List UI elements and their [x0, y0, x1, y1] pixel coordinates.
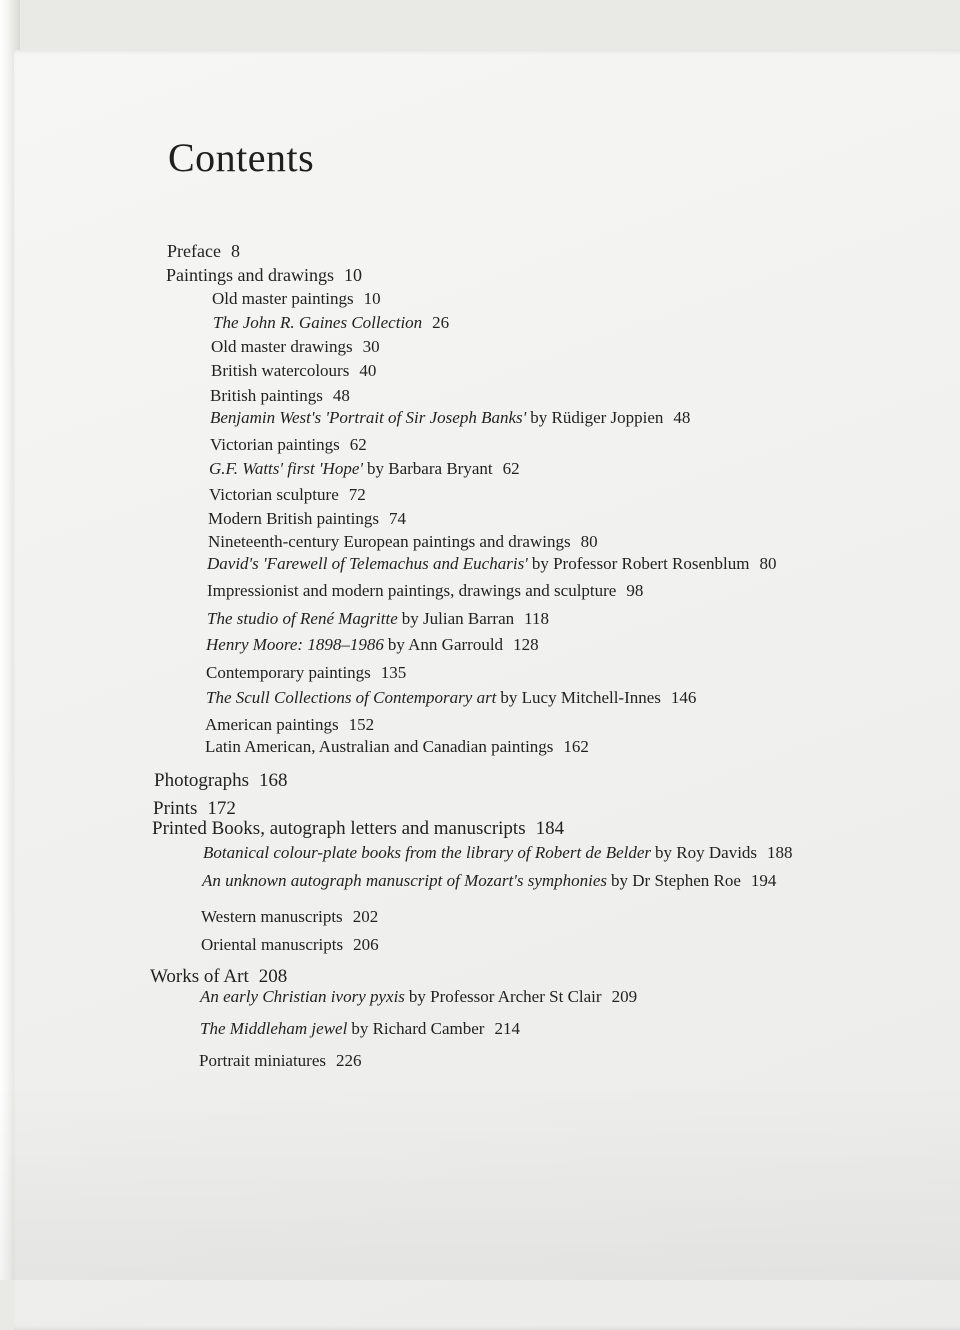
toc-entry — [206, 634, 539, 656]
page-title: Contents — [168, 135, 315, 180]
entry-title: An early Christian ivory pyxis — [200, 987, 405, 1006]
toc-entry — [207, 580, 643, 602]
entry-page: 162 — [563, 737, 589, 756]
entry-page: 8 — [230, 241, 240, 261]
entry-author: by Richard Camber — [351, 1019, 485, 1038]
entry-page: 80 — [580, 532, 598, 551]
toc-entry — [201, 934, 379, 956]
entry-title: The Middleham jewel — [200, 1019, 348, 1038]
entry-title: Western manuscripts — [201, 907, 343, 926]
entry-page: 80 — [759, 554, 777, 573]
toc-entry — [202, 870, 776, 892]
toc-entry — [205, 714, 374, 736]
entry-page: 152 — [348, 715, 375, 734]
entry-author: by Dr Stephen Roe — [611, 871, 741, 890]
entry-title: Impressionist and modern paintings, drawings and sculpture — [207, 581, 617, 600]
entry-title: Works of Art — [150, 966, 249, 987]
entry-author: by Professor Archer St Clair — [408, 987, 602, 1006]
entry-page: 206 — [353, 935, 379, 954]
toc-entry — [208, 531, 598, 553]
entry-title: G.F. Watts' first 'Hope' — [209, 459, 364, 478]
toc-entry — [210, 407, 690, 429]
entry-page: 146 — [670, 688, 697, 707]
entry-title: Victorian sculpture — [209, 485, 339, 504]
entry-page: 72 — [348, 485, 366, 504]
toc-entry — [199, 1050, 362, 1072]
entry-title: Oriental manuscripts — [201, 935, 344, 954]
entry-title: Photographs — [154, 770, 249, 791]
toc-entry — [211, 336, 380, 358]
entry-page: 172 — [207, 798, 236, 819]
entry-page: 40 — [359, 361, 377, 380]
entry-title: Nineteenth-century European paintings and drawings — [208, 532, 571, 551]
toc-entry — [205, 736, 589, 758]
entry-page: 48 — [332, 386, 350, 405]
toc-entry — [208, 508, 406, 530]
entry-page: 188 — [767, 843, 793, 862]
entry-page: 208 — [258, 966, 288, 987]
entry-author: by Lucy Mitchell-Innes — [500, 688, 661, 707]
entry-page: 135 — [380, 663, 407, 682]
entry-title: Old master paintings — [212, 289, 354, 308]
toc-entry — [167, 240, 240, 262]
entry-page: 226 — [336, 1051, 362, 1070]
toc-entry — [207, 553, 777, 575]
entry-title: The studio of René Magritte — [207, 609, 398, 628]
toc-entry — [209, 484, 366, 506]
entry-author: by Ann Garrould — [387, 635, 504, 654]
entry-page: 214 — [494, 1019, 520, 1038]
entry-title: Paintings and drawings — [166, 265, 334, 285]
entry-title: Latin American, Australian and Canadian paintings — [205, 737, 554, 756]
entry-title: Henry Moore: 1898–1986 — [206, 635, 384, 654]
entry-author: by Barbara Bryant — [367, 459, 493, 478]
entry-page: 10 — [363, 289, 381, 308]
toc-entry — [210, 434, 367, 456]
entry-title: Contemporary paintings — [206, 663, 371, 682]
entry-title: American paintings — [205, 715, 339, 734]
toc-entry — [200, 986, 637, 1008]
toc-entry — [211, 360, 376, 382]
entry-author: by Roy Davids — [655, 843, 758, 862]
entry-title: Victorian paintings — [210, 435, 340, 454]
toc-entry — [154, 770, 288, 792]
toc-entry — [209, 458, 520, 480]
toc-entry — [206, 662, 406, 684]
entry-page: 48 — [673, 408, 691, 427]
entry-page: 168 — [259, 770, 288, 791]
entry-title: Botanical colour-plate books from the library of Robert de Belder — [203, 843, 652, 862]
entry-author: by Julian Barran — [401, 609, 515, 628]
entry-title: British watercolours — [211, 361, 350, 380]
entry-page: 118 — [524, 609, 549, 628]
toc-entry — [213, 312, 449, 334]
toc-entry — [210, 385, 350, 407]
entry-page: 194 — [750, 871, 777, 890]
entry-title: An unknown autograph manuscript of Mozart's symphonies — [202, 871, 608, 890]
entry-author: by Professor Robert Rosenblum — [531, 554, 750, 573]
entry-page: 74 — [388, 509, 406, 528]
entry-title: British paintings — [210, 386, 323, 405]
entry-page: 202 — [352, 907, 379, 926]
entry-page: 184 — [535, 818, 565, 839]
entry-title: Benjamin West's 'Portrait of Sir Joseph Banks' — [210, 408, 527, 427]
toc-entry — [200, 1018, 520, 1040]
entry-title: Modern British paintings — [208, 509, 379, 528]
toc-entry — [207, 608, 549, 630]
entry-title: The Scull Collections of Contemporary art — [206, 688, 497, 707]
entry-title: Old master drawings — [211, 337, 353, 356]
entry-page: 10 — [344, 265, 362, 285]
entry-page: 26 — [432, 313, 450, 332]
toc-entry — [203, 842, 793, 864]
toc-entry — [150, 966, 287, 988]
toc-entry — [152, 818, 564, 840]
toc-entry — [153, 798, 236, 820]
toc-entry — [206, 687, 696, 709]
entry-author: by Rüdiger Joppien — [530, 408, 664, 427]
entry-title: Portrait miniatures — [199, 1051, 327, 1070]
entry-title: Preface — [167, 241, 221, 261]
entry-page: 62 — [502, 459, 520, 478]
toc-entry — [166, 264, 362, 286]
entry-page: 30 — [362, 337, 380, 356]
toc-entry — [201, 906, 378, 928]
entry-page: 62 — [349, 435, 367, 454]
entry-page: 128 — [513, 635, 539, 654]
entry-page: 209 — [611, 987, 638, 1006]
entry-page: 98 — [626, 581, 644, 600]
entry-title: David's 'Farewell of Telemachus and Eucharis' — [207, 554, 528, 573]
entry-title: The John R. Gaines Collection — [213, 313, 423, 332]
toc-entry — [212, 288, 381, 310]
entry-title: Prints — [153, 798, 198, 819]
entry-title: Printed Books, autograph letters and manuscripts — [152, 818, 526, 839]
